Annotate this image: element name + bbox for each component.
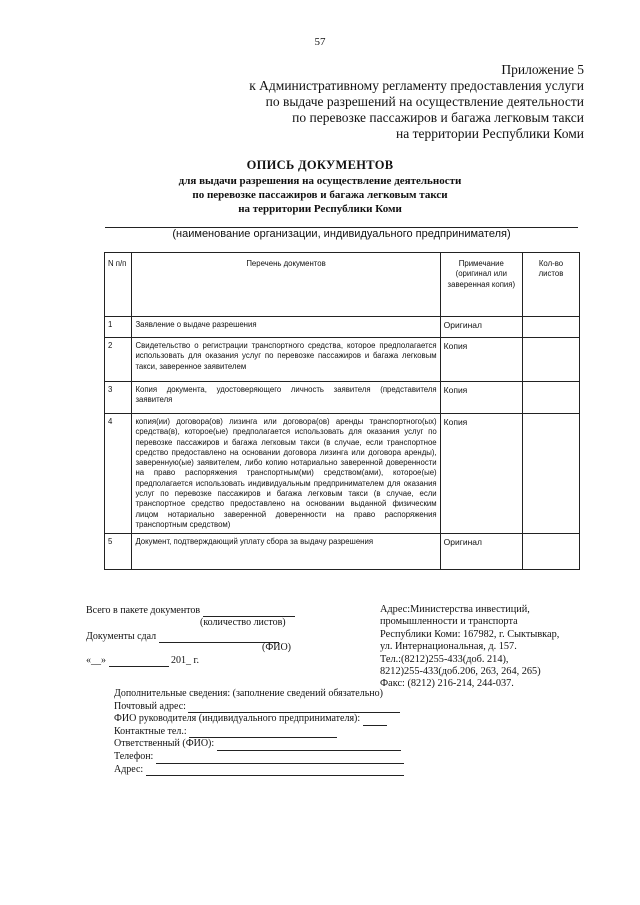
date-month-field[interactable] bbox=[109, 656, 169, 667]
row-num: 3 bbox=[105, 382, 132, 414]
row-note: Оригинал bbox=[440, 534, 522, 570]
handed-field[interactable] bbox=[159, 632, 279, 643]
title-line: на территории Республики Коми bbox=[238, 203, 402, 215]
documents-table bbox=[104, 252, 580, 570]
appendix-line: на территории Республики Коми bbox=[396, 126, 584, 141]
phone-field[interactable] bbox=[156, 754, 404, 764]
row-count[interactable] bbox=[522, 534, 579, 570]
title-line: для выдачи разрешения на осуществление деятельности bbox=[178, 175, 462, 187]
row-note: Копия bbox=[440, 382, 522, 414]
postal-address-label: Почтовый адрес: bbox=[114, 700, 186, 712]
appendix-line: к Административному регламенту предоставления услуги bbox=[249, 78, 584, 93]
address-line: Адрес:Министерства инвестиций, bbox=[380, 604, 530, 615]
title-main: ОПИСЬ ДОКУМЕНТОВ bbox=[246, 158, 394, 172]
appendix-line: по выдаче разрешений на осуществление деятельности bbox=[265, 94, 584, 109]
header-count: Кол-во листов bbox=[522, 253, 579, 317]
date-year: 201_ г. bbox=[171, 655, 199, 666]
appendix-line: Приложение 5 bbox=[501, 62, 584, 77]
row-document: Документ, подтверждающий уплату сбора за выдачу разрешения bbox=[132, 534, 440, 570]
head-name-row bbox=[114, 713, 404, 726]
page-number: 57 bbox=[314, 36, 326, 48]
table-row bbox=[105, 382, 580, 414]
address-line: Республики Коми: 167982, г. Сыктывкар, bbox=[380, 628, 560, 640]
address-line: Факс: (8212) 216-214, 244-037. bbox=[380, 678, 514, 690]
header-list: Перечень документов bbox=[132, 253, 440, 317]
responsible-field[interactable] bbox=[217, 741, 401, 751]
address-line: ул. Интернациональная, д. 157. bbox=[380, 641, 517, 653]
document-title bbox=[0, 158, 640, 216]
header-num: N п/п bbox=[105, 253, 132, 317]
responsible-row bbox=[114, 738, 404, 751]
address-row bbox=[114, 764, 404, 777]
contact-phone-row bbox=[114, 726, 404, 739]
postal-address-row bbox=[114, 701, 404, 714]
address-line: Тел.:(8212)255-433(доб. 214), bbox=[380, 653, 509, 665]
appendix-line: по перевозке пассажиров и багажа легковым такси bbox=[292, 110, 584, 125]
row-note: Оригинал bbox=[440, 317, 522, 338]
address-line: промышленности и транспорта bbox=[380, 616, 518, 628]
row-document: копия(ии) договора(ов) лизинга или договора(ов) аренды транспортного(ых) средства(в), которое(ые) предполагается использовать для оказания услуг по перевозке пассажиров и багажа легковым такси (в случае, если транспортное средство предоставлено на основании договора лизинга или договора аренды), заверенную(ые) заявителем, либо копию нотариально заверенной доверенности на право распоряжения транспортным(ми) средством(ами), которое(ые) предполагается использовать индивидуальным предпринимателем для оказания услуг по перевозке пассажиров и багажа легковым такси (в случае, если транспортное средство предоставлено на основании выданной физическим лицом нотариально заверенной доверенности на право распоряжения транспортным средством) bbox=[132, 414, 440, 534]
row-num: 5 bbox=[105, 534, 132, 570]
row-count[interactable] bbox=[522, 382, 579, 414]
date-day: «__» bbox=[86, 655, 106, 666]
row-count[interactable] bbox=[522, 338, 579, 382]
head-name-field[interactable] bbox=[363, 716, 387, 726]
address-label: Адрес: bbox=[114, 763, 144, 775]
postal-address-field[interactable] bbox=[188, 703, 400, 713]
row-count[interactable] bbox=[522, 317, 579, 338]
title-line: по перевозке пассажиров и багажа легковым такси bbox=[192, 189, 448, 201]
address-field[interactable] bbox=[146, 766, 404, 776]
contact-phone-field[interactable] bbox=[189, 728, 337, 738]
row-note: Копия bbox=[440, 338, 522, 382]
head-name-label: ФИО руководителя (индивидуального предпринимателя): bbox=[114, 713, 361, 725]
address-line: 8212)255-433(доб.206, 263, 264, 265) bbox=[380, 666, 541, 678]
appendix-header bbox=[104, 62, 584, 142]
ministry-address bbox=[380, 604, 592, 691]
row-num: 4 bbox=[105, 414, 132, 534]
table-row bbox=[105, 414, 580, 534]
row-num: 1 bbox=[105, 317, 132, 338]
row-document: Свидетельство о регистрации транспортного средства, которое предполагается использовать для оказания услуг по перевозке пассажиров и багажа легковым такси, заверенное заявителем bbox=[132, 338, 440, 382]
phone-row bbox=[114, 751, 404, 764]
total-docs-hint: (количество листов) bbox=[200, 617, 286, 628]
row-document: Заявление о выдаче разрешения bbox=[132, 317, 440, 338]
contact-phone-label: Контактные тел.: bbox=[114, 725, 187, 737]
total-docs-label: Всего в пакете документов bbox=[86, 605, 201, 616]
header-note: Примечание (оригинал или заверенная копия) bbox=[440, 253, 522, 317]
handed-hint: (ФИО) bbox=[262, 642, 292, 653]
table-row bbox=[105, 317, 580, 338]
handed-label: Документы сдал bbox=[86, 631, 157, 642]
handed-line bbox=[86, 630, 279, 643]
date-line bbox=[86, 654, 199, 667]
additional-info bbox=[114, 688, 404, 776]
row-note: Копия bbox=[440, 414, 522, 534]
row-num: 2 bbox=[105, 338, 132, 382]
phone-label: Телефон: bbox=[114, 750, 154, 762]
additional-info-heading: Дополнительные сведения: (заполнение сведений обязательно) bbox=[114, 688, 383, 699]
org-name-hint: (наименование организации, индивидуального предпринимателя) bbox=[172, 228, 511, 240]
responsible-label: Ответственный (ФИО): bbox=[114, 738, 215, 750]
table-row bbox=[105, 534, 580, 570]
row-document: Копия документа, удостоверяющего личность заявителя (представителя заявителя bbox=[132, 382, 440, 414]
table-header-row bbox=[105, 253, 580, 317]
table-row bbox=[105, 338, 580, 382]
row-count[interactable] bbox=[522, 414, 579, 534]
